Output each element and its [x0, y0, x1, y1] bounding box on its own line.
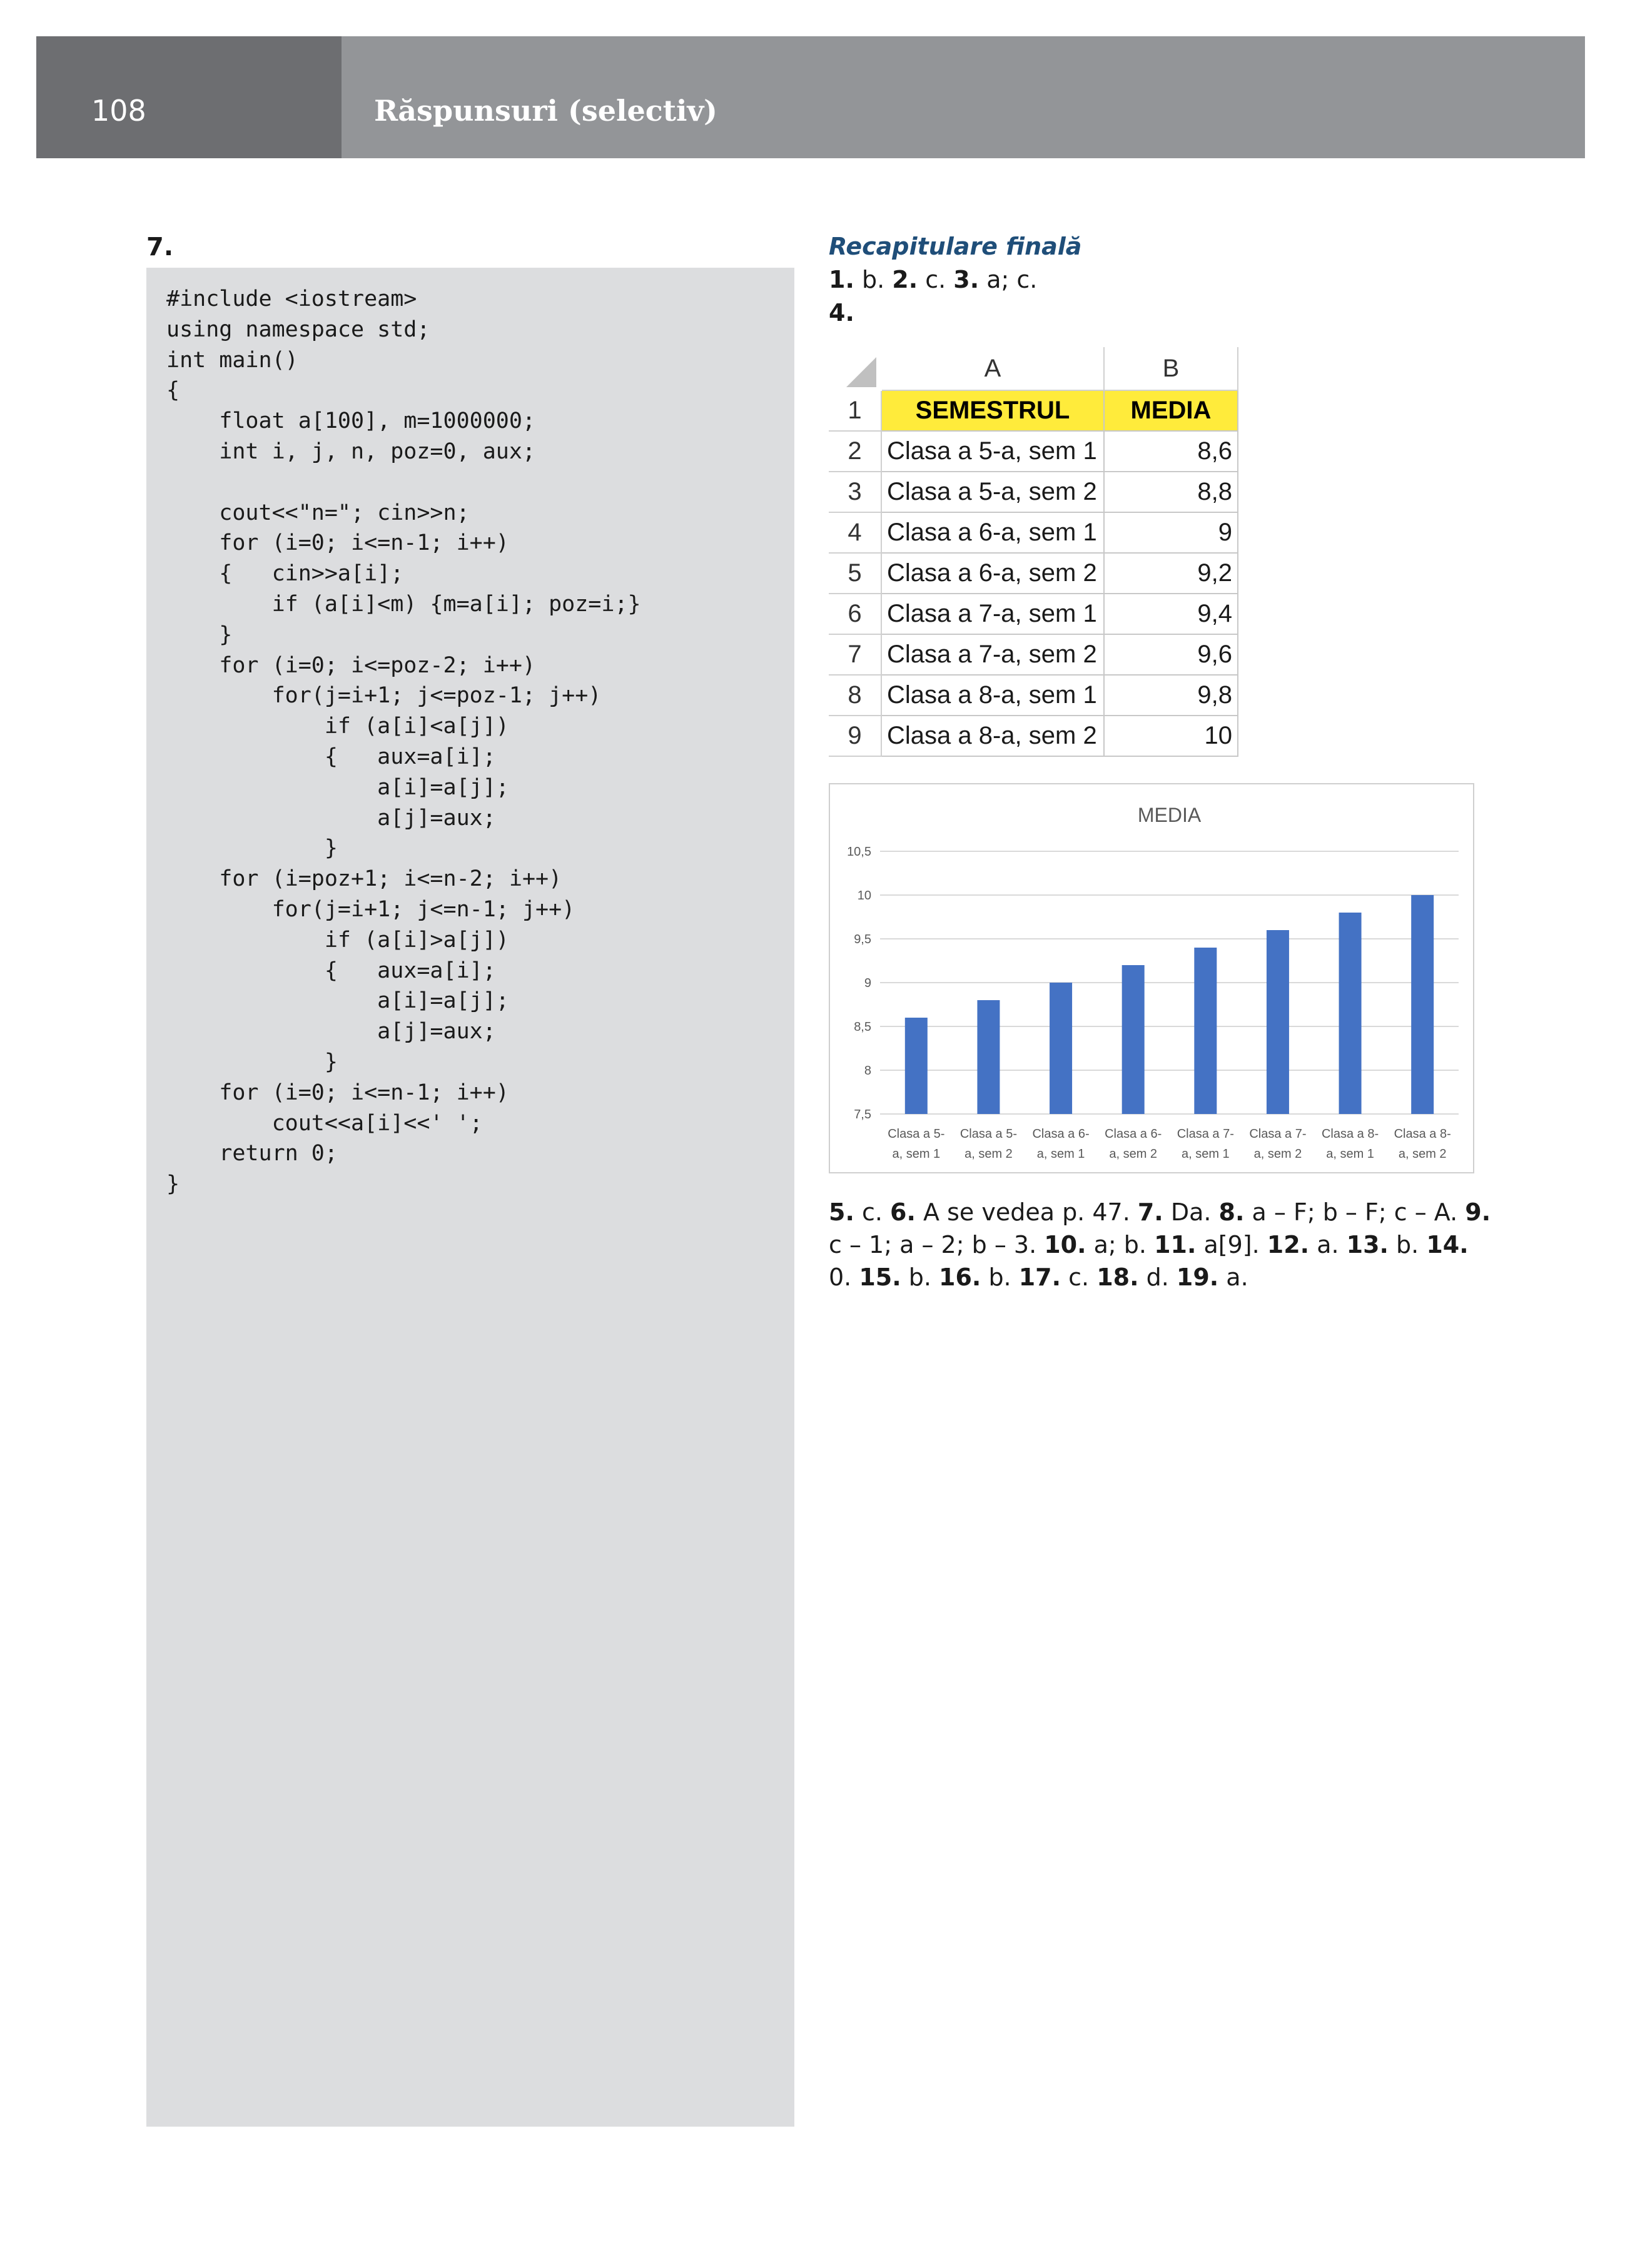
answer-number: 17. [1018, 1263, 1061, 1291]
answer-number: 10. [1044, 1231, 1086, 1258]
y-tick-label: 9 [864, 976, 871, 990]
section-title: Recapitulare finală [829, 233, 1082, 260]
bar [905, 1018, 928, 1114]
x-tick-label: Clasa a 7- [1177, 1127, 1234, 1141]
answer-text: a. [1218, 1263, 1248, 1291]
answers-paragraph [829, 1196, 1492, 1293]
row-header: 2 [829, 432, 882, 472]
table-cell-media: 9,4 [1105, 594, 1238, 635]
table-cell-semestru: Clasa a 5-a, sem 1 [882, 432, 1105, 472]
spreadsheet [829, 347, 1238, 760]
table-cell-media: 9,8 [1105, 676, 1238, 716]
x-tick-label: Clasa a 5- [888, 1127, 945, 1141]
chart-frame [829, 783, 1474, 1173]
answer-text: a; c. [979, 266, 1038, 293]
x-tick-label: a, sem 2 [964, 1147, 1013, 1161]
x-tick-label: a, sem 1 [1036, 1147, 1085, 1161]
x-tick-label: Clasa a 7- [1249, 1127, 1307, 1141]
select-all-corner-icon [846, 357, 876, 387]
section-header-title: Răspunsuri (selectiv) [374, 94, 717, 128]
y-tick-label: 8,5 [854, 1020, 871, 1034]
row-header: 7 [829, 635, 882, 676]
answer-text: c. [1061, 1263, 1097, 1291]
bar [1411, 895, 1434, 1114]
answer-number: 7. [1137, 1198, 1163, 1226]
answer-text: b. [854, 266, 893, 293]
x-tick-label: a, sem 2 [1253, 1147, 1302, 1161]
answer-text: Da. [1163, 1198, 1219, 1226]
answer-text: b. [901, 1263, 939, 1291]
x-tick-label: a, sem 2 [1398, 1147, 1447, 1161]
header-cell-media: MEDIA [1105, 391, 1238, 432]
answer-number: 5. [829, 1198, 854, 1226]
table-cell-semestru: Clasa a 6-a, sem 2 [882, 554, 1105, 594]
answer-number: 3. [953, 266, 980, 293]
bar [1122, 965, 1145, 1114]
row-header: 4 [829, 513, 882, 554]
table-cell-semestru: Clasa a 5-a, sem 2 [882, 472, 1105, 513]
column-header-a: A [882, 347, 1105, 391]
answer-number: 18. [1096, 1263, 1139, 1291]
bar [1339, 913, 1362, 1114]
x-tick-label: a, sem 2 [1109, 1147, 1158, 1161]
table-cell-semestru: Clasa a 7-a, sem 2 [882, 635, 1105, 676]
answer-number: 2. [892, 266, 918, 293]
row-header: 5 [829, 554, 882, 594]
x-tick-label: Clasa a 5- [959, 1127, 1018, 1141]
row-header: 1 [829, 391, 882, 432]
table-cell-semestru: Clasa a 6-a, sem 1 [882, 513, 1105, 554]
table-cell-media: 8,8 [1105, 472, 1238, 513]
answer-text: a – F; b – F; c – A. [1244, 1198, 1466, 1226]
table-cell-semestru: Clasa a 8-a, sem 2 [882, 716, 1105, 757]
code-listing: #include <iostream> using namespace std; int main() { float a[100], m=1000000; int i, j, n, poz=0, aux; cout<<"n="; cin>>n; for (i=0; i<=n-1; i++) { cin>>a[i]; if (a[i]<m) {m=a[i]; poz=i;} } for (i=0; i<=poz-2; i++) for(j=i+1; j<=poz-1; j++) if (a[i]<a[j]) { aux=a[i]; a[i]=a[j]; a[j]=aux; } for (i=poz+1; i<=n-2; i++) for(j=i+1; j<=n-1; j++) if (a[i]>a[j]) { aux=a[i]; a[i]=a[j]; a[j]=aux; } for (i=0; i<=n-1; i++) cout<<a[i]<<' '; return 0; } [166, 286, 641, 1197]
code-block [146, 268, 794, 2127]
answer-number: 19. [1176, 1263, 1219, 1291]
answers-line-1 [829, 266, 1037, 293]
answer-text: c – 1; a – 2; b – 3. [829, 1231, 1045, 1258]
x-tick-label: Clasa a 6- [1032, 1127, 1090, 1141]
bar [1050, 983, 1072, 1114]
answer-text: A se vedea p. 47. [915, 1198, 1138, 1226]
answer-number: 9. [1465, 1198, 1491, 1226]
answers-line-2: 4. [829, 299, 854, 327]
row-header: 9 [829, 716, 882, 757]
answer-text: b. [1388, 1231, 1427, 1258]
table-cell-media: 9,2 [1105, 554, 1238, 594]
y-tick-label: 10 [857, 889, 871, 903]
x-tick-label: Clasa a 6- [1105, 1127, 1162, 1141]
answer-number: 12. [1267, 1231, 1310, 1258]
answer-text: a[9]. [1196, 1231, 1267, 1258]
chart-title: MEDIA [1137, 804, 1202, 826]
answer-number: 1. [829, 266, 854, 293]
answer-text: 0. [829, 1263, 859, 1291]
x-tick-label: a, sem 1 [1326, 1147, 1374, 1161]
exercise-label: 7. [146, 233, 174, 261]
answer-text: c. [918, 266, 954, 293]
x-tick-label: a, sem 1 [1181, 1147, 1230, 1161]
x-tick-label: Clasa a 8- [1321, 1127, 1379, 1141]
y-tick-label: 8 [864, 1064, 871, 1078]
answer-number: 11. [1154, 1231, 1197, 1258]
y-tick-label: 10,5 [847, 845, 871, 859]
row-header: 3 [829, 472, 882, 513]
bar [1194, 948, 1217, 1114]
table-cell-semestru: Clasa a 7-a, sem 1 [882, 594, 1105, 635]
answer-text: c. [854, 1198, 891, 1226]
answer-number: 6. [890, 1198, 916, 1226]
bar [1267, 930, 1289, 1114]
answer-text: a. [1309, 1231, 1347, 1258]
table-cell-media: 10 [1105, 716, 1238, 757]
answer-number: 14. [1426, 1231, 1469, 1258]
y-tick-label: 7,5 [854, 1108, 871, 1121]
table-cell-media: 9,6 [1105, 635, 1238, 676]
answer-number: 8. [1218, 1198, 1245, 1226]
answer-number: 15. [859, 1263, 901, 1291]
answer-text: a; b. [1086, 1231, 1155, 1258]
answer-text: b. [981, 1263, 1019, 1291]
header-title-block [342, 36, 1585, 158]
answer-text: d. [1138, 1263, 1177, 1291]
x-tick-label: a, sem 1 [892, 1147, 941, 1161]
answer-number: 13. [1346, 1231, 1389, 1258]
table-cell-media: 9 [1105, 513, 1238, 554]
column-header-b: B [1105, 347, 1238, 391]
header-cell-semestrul: SEMESTRUL [882, 391, 1105, 432]
table-cell-semestru: Clasa a 8-a, sem 1 [882, 676, 1105, 716]
table-cell-media: 8,6 [1105, 432, 1238, 472]
answer-number: 16. [939, 1263, 981, 1291]
bar-chart [830, 784, 1473, 1172]
x-tick-label: Clasa a 8- [1394, 1127, 1451, 1141]
page-number: 108 [91, 94, 146, 128]
row-header: 8 [829, 676, 882, 716]
y-tick-label: 9,5 [854, 933, 871, 946]
bar [977, 1000, 1000, 1114]
row-header: 6 [829, 594, 882, 635]
page-number-block [36, 36, 342, 158]
